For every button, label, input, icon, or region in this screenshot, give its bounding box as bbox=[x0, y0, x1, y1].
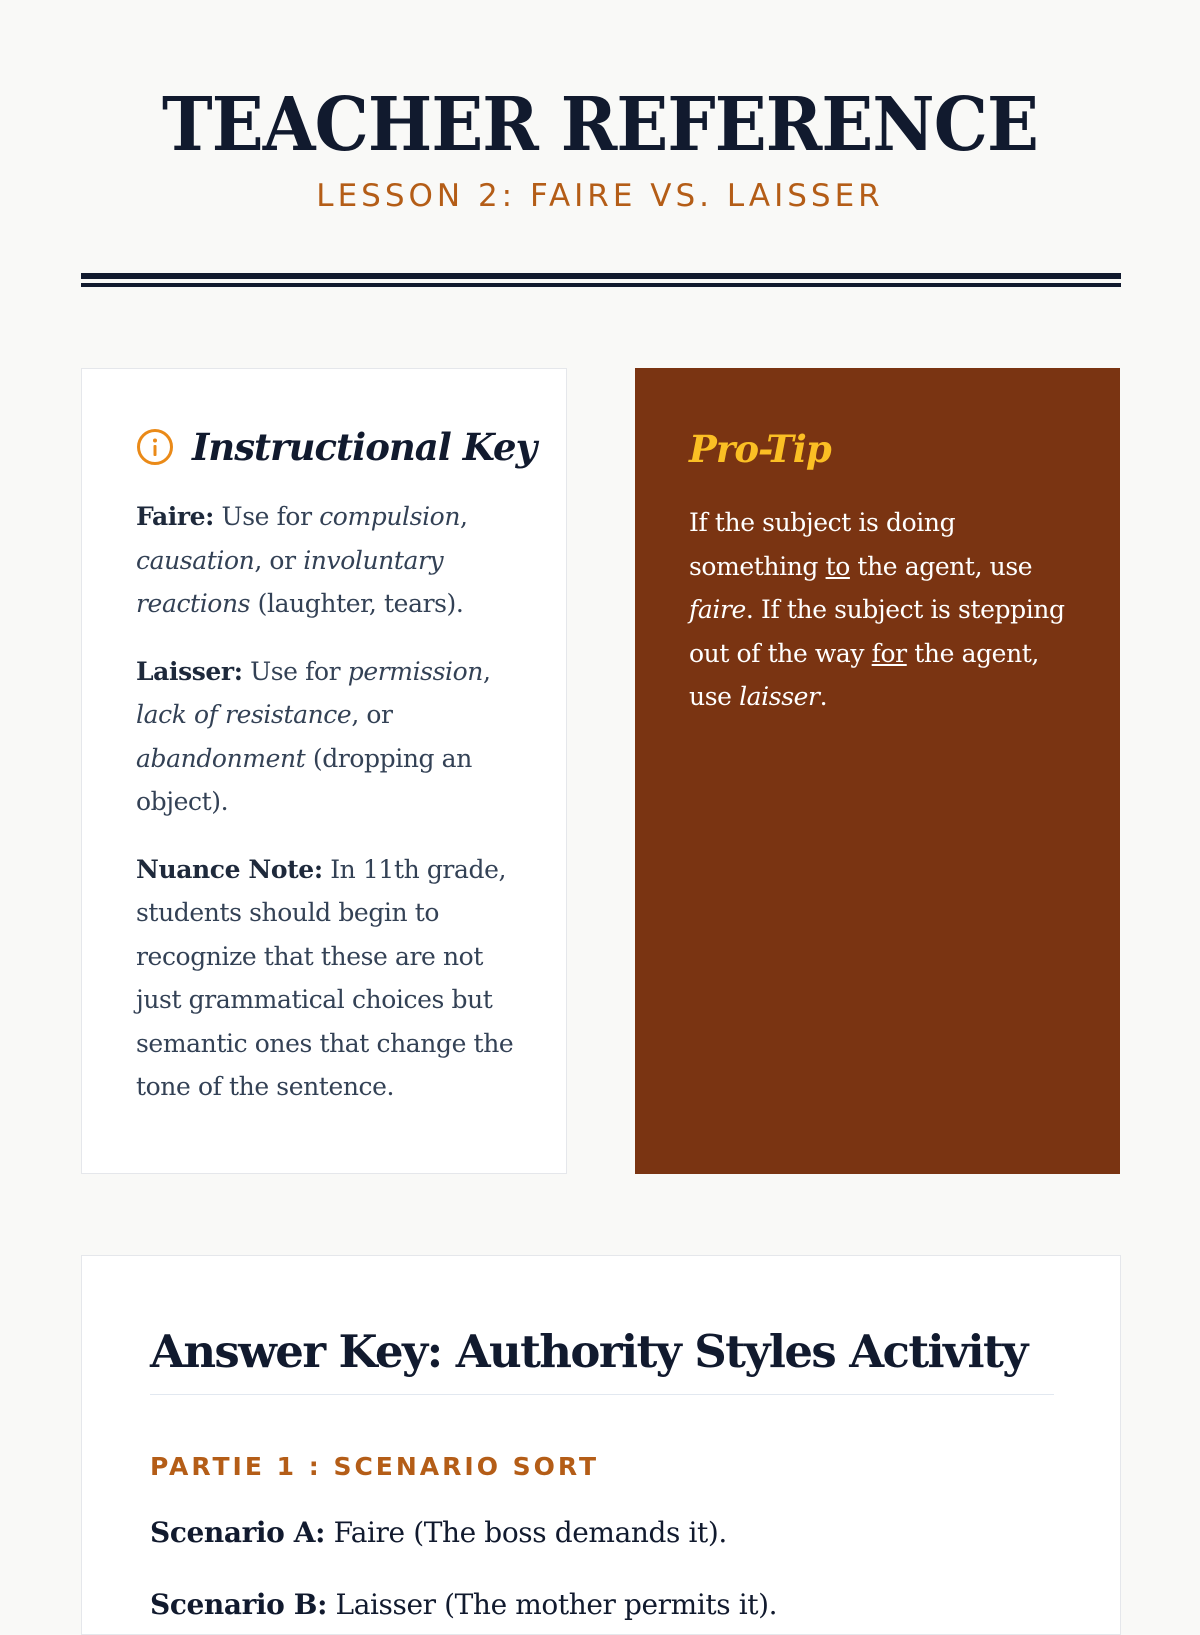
scenario-b-text: Laisser (The mother permits it). bbox=[327, 1588, 778, 1621]
faire-term: compulsion bbox=[319, 502, 461, 531]
pro-tip-underlined: to bbox=[825, 551, 850, 581]
laisser-term: permission bbox=[347, 656, 483, 686]
instructional-key-card bbox=[81, 368, 567, 1174]
faire-text: , or bbox=[254, 545, 304, 575]
pro-tip-text: . bbox=[819, 682, 828, 711]
page-title: TEACHER REFERENCE bbox=[162, 82, 1038, 168]
faire-text: (laughter, tears). bbox=[250, 589, 464, 618]
pro-tip-card bbox=[635, 368, 1120, 1174]
faire-label: Faire: bbox=[136, 502, 214, 531]
header bbox=[0, 80, 1200, 216]
pro-tip-text: If the subject is doing something bbox=[689, 508, 956, 581]
rule-line-top bbox=[81, 273, 1121, 279]
scenario-a-label: Scenario A: bbox=[150, 1516, 326, 1549]
pro-tip-body bbox=[689, 501, 1070, 719]
instructional-key-heading bbox=[136, 425, 537, 469]
scenario-a-text: Faire (The boss demands it). bbox=[325, 1516, 727, 1549]
laisser-label: Laisser: bbox=[136, 656, 243, 686]
laisser-text: (dropping an object). bbox=[136, 743, 472, 816]
scenario-a bbox=[150, 1513, 1052, 1553]
answer-key-card bbox=[81, 1255, 1121, 1635]
faire-text: Use for bbox=[213, 502, 320, 531]
instructional-key-title: Instructional Key bbox=[192, 425, 537, 469]
pro-tip-underlined: for bbox=[871, 638, 907, 668]
pro-tip-term: faire bbox=[689, 595, 746, 624]
faire-term: causation bbox=[136, 545, 255, 575]
laisser-text: , bbox=[483, 656, 491, 686]
laisser-term: lack of resistance bbox=[136, 700, 352, 729]
nuance-note bbox=[136, 848, 514, 1109]
header-double-rule bbox=[81, 273, 1121, 287]
pro-tip-title: Pro-Tip bbox=[689, 427, 831, 471]
answer-key-divider bbox=[150, 1394, 1054, 1395]
info-circle-icon bbox=[136, 428, 174, 466]
faire-term: involuntary reactions bbox=[136, 545, 444, 618]
nuance-text: In 11th grade, students should begin to recognize that these are not just grammatical choices but semantic ones that change the tone of the sentence. bbox=[136, 854, 514, 1101]
page-subtitle: LESSON 2: FAIRE VS. LAISSER bbox=[316, 178, 884, 214]
pro-tip-text: the agent, use bbox=[849, 551, 1033, 581]
answer-key-title: Answer Key: Authority Styles Activity bbox=[150, 1325, 1027, 1378]
scenario-b-label: Scenario B: bbox=[150, 1588, 327, 1621]
nuance-label: Nuance Note: bbox=[136, 854, 323, 884]
laisser-term: abandonment bbox=[136, 743, 306, 773]
pro-tip-term: laisser bbox=[739, 682, 820, 711]
rule-line-bottom bbox=[81, 283, 1121, 287]
laisser-text: , or bbox=[351, 700, 393, 729]
faire-text: , bbox=[460, 502, 468, 531]
laisser-text: Use for bbox=[242, 656, 348, 686]
laisser-definition bbox=[136, 650, 514, 824]
scenario-b bbox=[150, 1585, 1052, 1625]
pro-tip-text: the agent, use bbox=[689, 638, 1039, 711]
faire-definition bbox=[136, 495, 514, 626]
pro-tip-text: . If the subject is stepping out of the way bbox=[689, 595, 1065, 668]
partie-1-heading: PARTIE 1 : SCENARIO SORT bbox=[150, 1452, 600, 1481]
